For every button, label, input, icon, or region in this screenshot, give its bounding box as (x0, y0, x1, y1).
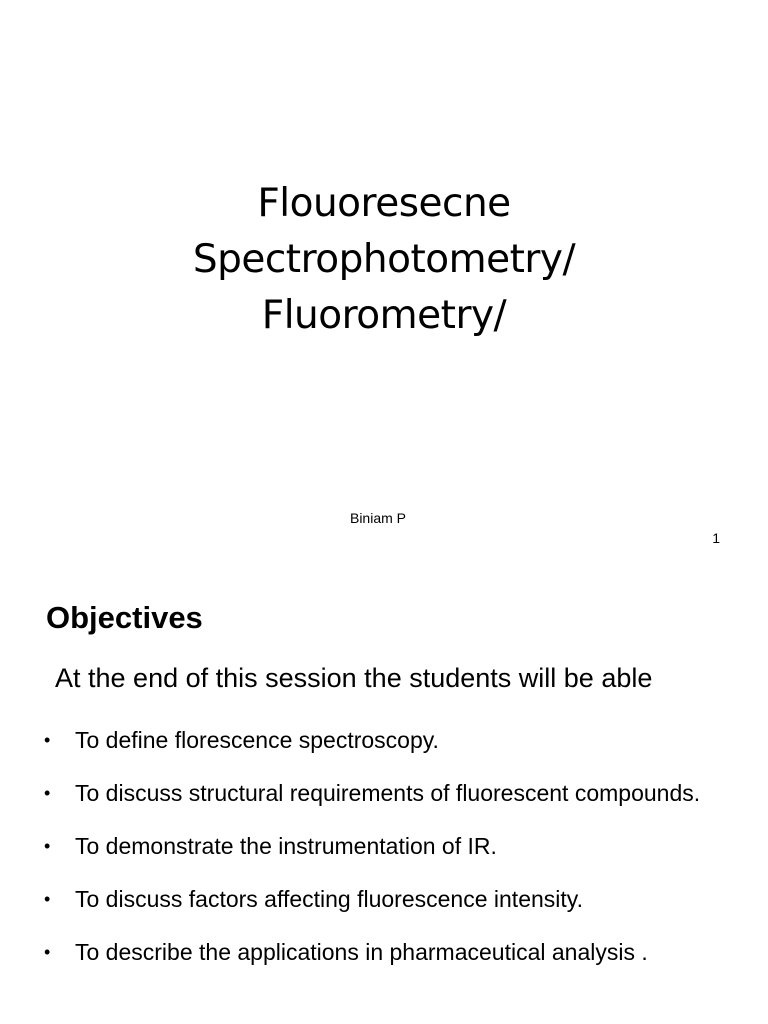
bullet-icon: • (44, 730, 51, 750)
list-item (40, 718, 722, 763)
objectives-list (40, 718, 722, 983)
author-name: Biniam P (349, 510, 407, 526)
bullet-icon: • (44, 942, 51, 962)
title-line: Spectrophotometry/ (192, 237, 576, 282)
list-item-text: To define florescence spectroscopy. (75, 727, 439, 753)
list-item (40, 824, 722, 869)
list-item (40, 877, 722, 922)
page-number: 1 (712, 530, 720, 546)
objectives-slide (0, 570, 768, 1024)
list-item-text: To discuss structural requirements of fluorescent compounds. (75, 780, 701, 806)
title-line: Flouoresecne (257, 181, 511, 226)
list-item-text: To discuss factors affecting fluorescence intensity. (75, 886, 583, 912)
list-item-text: To describe the applications in pharmaceutical analysis . (75, 939, 648, 965)
title-line: Fluorometry/ (261, 293, 507, 338)
list-item-text: To demonstrate the instrumentation of IR. (75, 833, 497, 859)
objectives-heading: Objectives (46, 600, 203, 635)
bullet-icon: • (44, 889, 51, 909)
bullet-icon: • (44, 836, 51, 856)
objectives-intro: At the end of this session the students will be able (55, 663, 653, 693)
list-item (40, 930, 722, 975)
slide-title (0, 176, 768, 344)
bullet-icon: • (44, 783, 51, 803)
list-item (40, 771, 722, 816)
